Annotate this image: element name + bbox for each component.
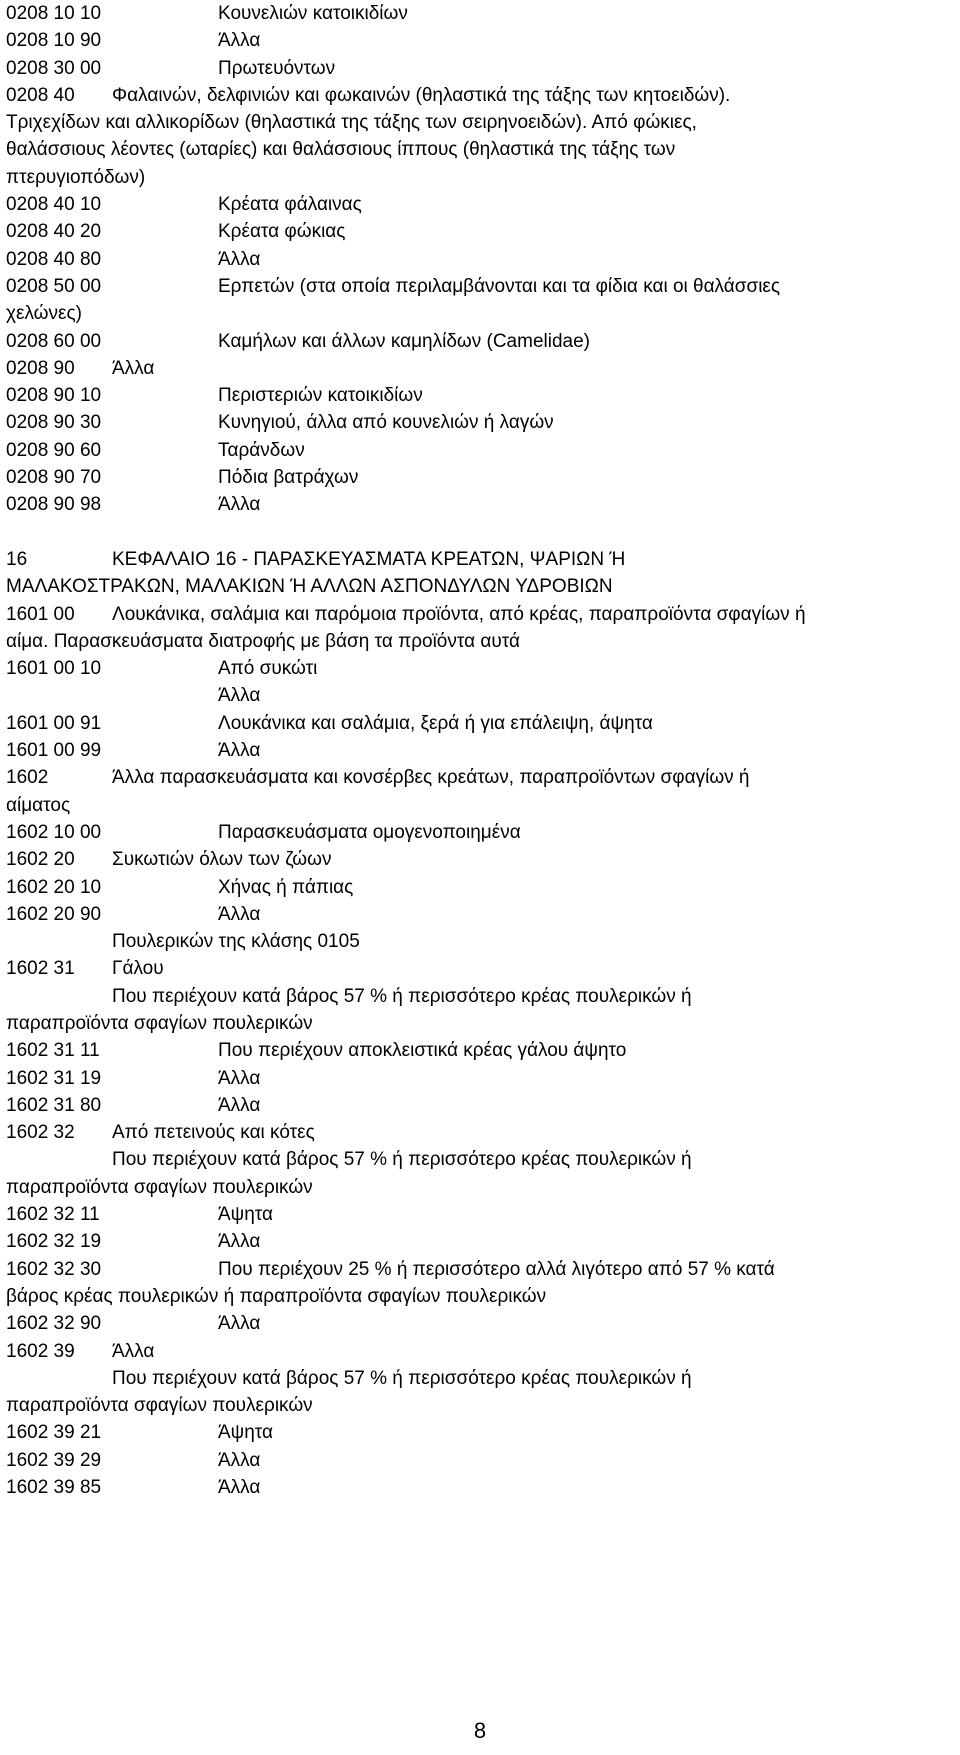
tariff-entry [6,1146,954,1173]
tariff-entry [6,464,954,491]
tariff-entry [6,1474,954,1501]
tariff-entry [6,1419,954,1446]
continuation-line [6,1174,954,1201]
tariff-code: 16 [6,548,28,570]
continuation-text: ΜΑΛΑΚΟΣΤΡΑΚΩΝ, ΜΑΛΑΚΙΩΝ Ή ΑΛΛΩΝ ΑΣΠΟΝΔΥΛΩΝ ΥΔΡΟΒΙΩΝ [6,576,613,598]
tariff-description: Καμήλων και άλλων καμηλίδων (Camelidae) [218,330,590,352]
tariff-entry [6,409,954,436]
tariff-entry [6,546,954,573]
continuation-line [6,164,954,191]
tariff-code: 1602 31 19 [6,1067,102,1089]
tariff-code: 1602 32 [6,1122,75,1144]
tariff-entry [6,328,954,355]
continuation-line [6,1010,954,1037]
tariff-description: Κρέατα φάλαινας [218,194,362,216]
tariff-description: Άλλα παρασκευάσματα και κονσέρβες κρεάτων, παραπροϊόντων σφαγίων ή [112,767,750,789]
tariff-description: Ερπετών (στα οποία περιλαμβάνονται και τα φίδια και οι θαλάσσιες [218,275,781,297]
continuation-text: παραπροϊόντα σφαγίων πουλερικών [6,1012,313,1034]
tariff-description: Γάλου [112,958,164,980]
continuation-text: Τριχεχίδων και αλλικορίδων (θηλαστικά της τάξης των σειρηνοειδών). Από φώκιες, [6,112,697,134]
tariff-entry [6,1065,954,1092]
tariff-entry [6,983,954,1010]
continuation-text: χελώνες) [6,303,82,325]
tariff-code: 1602 39 29 [6,1449,102,1471]
tariff-entry [6,1092,954,1119]
tariff-description: ΚΕΦΑΛΑΙΟ 16 - ΠΑΡΑΣΚΕΥΑΣΜΑΤΑ ΚΡΕΑΤΩΝ, ΨΑΡΙΩΝ Ή [112,548,626,570]
tariff-entry [6,1310,954,1337]
continuation-line [6,628,954,655]
continuation-line [6,792,954,819]
tariff-entry [6,737,954,764]
tariff-description: Που περιέχουν αποκλειστικά κρέας γάλου άψητο [218,1040,627,1062]
tariff-code: 1602 32 11 [6,1204,100,1226]
tariff-entry [6,655,954,682]
blank-line [6,519,954,546]
tariff-description: Κουνελιών κατοικιδίων [218,3,408,24]
tariff-description: Χήνας ή πάπιας [218,876,354,898]
tariff-code: 0208 90 10 [6,385,102,407]
tariff-code: 1602 32 30 [6,1258,102,1280]
tariff-description: Που περιέχουν κατά βάρος 57 % ή περισσότερο κρέας πουλερικών ή [112,1367,692,1389]
tariff-description: Που περιέχουν κατά βάρος 57 % ή περισσότερο κρέας πουλερικών ή [112,985,692,1007]
tariff-description: Που περιέχουν κατά βάρος 57 % ή περισσότερο κρέας πουλερικών ή [112,1149,692,1171]
tariff-description: Άλλα [218,30,261,52]
continuation-line [6,136,954,163]
tariff-description: Άλλα [112,357,155,379]
continuation-text: πτερυγιοπόδων) [6,166,146,188]
page-number: 8 [473,1718,487,1743]
tariff-description: Από πετεινούς και κότες [112,1122,315,1144]
tariff-description: Άλλα [218,903,261,925]
tariff-entry [6,246,954,273]
tariff-entry [6,355,954,382]
tariff-entry [6,191,954,218]
tariff-description: Άλλα [218,1477,261,1499]
tariff-description: Άλλα [218,1067,261,1089]
tariff-entry [6,1201,954,1228]
continuation-line [6,1392,954,1419]
tariff-description: Που περιέχουν 25 % ή περισσότερο αλλά λιγότερο από 57 % κατά [218,1258,775,1280]
tariff-code: 0208 60 00 [6,330,102,352]
tariff-entry [6,764,954,791]
tariff-code: 1602 31 [6,958,75,980]
tariff-code: 1602 32 19 [6,1231,102,1253]
tariff-description: Περιστεριών κατοικιδίων [218,385,423,407]
tariff-code: 1602 [6,767,49,789]
continuation-text: βάρος κρέας πουλερικών ή παραπροϊόντα σφαγίων πουλερικών [6,1285,547,1307]
tariff-code: 1601 00 [6,603,75,625]
tariff-code: 0208 30 00 [6,57,102,79]
tariff-entry [6,1037,954,1064]
tariff-code: 1602 39 21 [6,1422,102,1444]
tariff-entry [6,1365,954,1392]
tariff-description: Ταράνδων [218,439,305,461]
continuation-text: αίματος [6,794,71,816]
tariff-code: 0208 90 [6,357,75,379]
tariff-code: 0208 40 20 [6,221,102,243]
tariff-description: Λουκάνικα, σαλάμια και παρόμοια προϊόντα, από κρέας, παραπροϊόντα σφαγίων ή [112,603,806,625]
tariff-code: 1602 39 85 [6,1477,102,1499]
tariff-entry [6,901,954,928]
continuation-line [6,1283,954,1310]
tariff-description: Λουκάνικα και σαλάμια, ξερά ή για επάλειψη, άψητα [218,712,653,734]
tariff-entry [6,1447,954,1474]
tariff-description: Άλλα [218,740,261,762]
tariff-description: Φαλαινών, δελφινιών και φωκαινών (θηλαστικά της τάξης των κητοειδών). [112,84,731,106]
tariff-code: 0208 90 60 [6,439,102,461]
tariff-description: Πρωτευόντων [218,57,336,79]
tariff-code: 0208 90 30 [6,412,102,434]
tariff-description: Άλλα [112,1340,155,1362]
tariff-description: Άλλα [218,1231,261,1253]
tariff-code: 0208 90 98 [6,494,102,516]
tariff-description: Άψητα [218,1422,274,1444]
tariff-entry [6,491,954,518]
tariff-entry [6,273,954,300]
tariff-description: Άλλα [218,1313,261,1335]
continuation-text: παραπροϊόντα σφαγίων πουλερικών [6,1176,313,1198]
tariff-code: 1602 31 80 [6,1094,102,1116]
tariff-code: 0208 50 00 [6,275,102,297]
tariff-entry [6,1119,954,1146]
tariff-description: Πόδια βατράχων [218,467,359,489]
continuation-text: αίμα. Παρασκευάσματα διατροφής με βάση τα προϊόντα αυτά [6,630,520,652]
continuation-line [6,300,954,327]
tariff-entry [6,218,954,245]
tariff-description: Κυνηγιού, άλλα από κουνελιών ή λαγών [218,412,554,434]
tariff-entry [6,382,954,409]
tariff-entry [6,682,954,709]
tariff-code: 1602 20 10 [6,876,102,898]
tariff-description: Άλλα [218,1094,261,1116]
tariff-entry [6,1338,954,1365]
tariff-description: Άλλα [218,248,261,270]
continuation-text: θαλάσσιους λέοντες (ωταρίες) και θαλάσσιους ίππους (θηλαστικά της τάξης των [6,139,676,161]
tariff-code: 1602 20 90 [6,903,102,925]
tariff-entry [6,874,954,901]
tariff-description: Παρασκευάσματα ομογενοποιημένα [218,821,521,843]
tariff-entry [6,437,954,464]
tariff-entry [6,0,954,27]
tariff-description: Άλλα [218,494,261,516]
tariff-entry [6,955,954,982]
tariff-entry [6,55,954,82]
tariff-code: 1602 10 00 [6,821,102,843]
tariff-code: 1601 00 99 [6,740,102,762]
tariff-description: Κρέατα φώκιας [218,221,346,243]
continuation-text: παραπροϊόντα σφαγίων πουλερικών [6,1395,313,1417]
tariff-code: 0208 10 10 [6,3,102,24]
tariff-code: 1602 39 [6,1340,75,1362]
tariff-entry [6,601,954,628]
tariff-entry [6,819,954,846]
tariff-description: Άλλα [218,1449,261,1471]
tariff-entry [6,27,954,54]
tariff-code: 0208 40 [6,84,75,106]
tariff-entry [6,846,954,873]
tariff-description: Συκωτιών όλων των ζώων [112,849,332,871]
document-body [6,0,954,1501]
tariff-code: 1601 00 91 [6,712,102,734]
tariff-entry [6,1228,954,1255]
tariff-code: 1602 31 11 [6,1040,100,1062]
tariff-entry [6,82,954,109]
tariff-entry [6,1256,954,1283]
tariff-entry [6,710,954,737]
tariff-code: 1602 20 [6,849,75,871]
tariff-entry [6,928,954,955]
tariff-description: Άψητα [218,1204,274,1226]
tariff-code: 1601 00 10 [6,658,102,680]
tariff-code: 0208 40 10 [6,194,102,216]
tariff-code: 0208 10 90 [6,30,102,52]
tariff-code: 1602 32 90 [6,1313,102,1335]
tariff-description: Από συκώτι [218,658,318,680]
tariff-description: Πουλερικών της κλάσης 0105 [112,931,360,953]
continuation-line [6,573,954,600]
tariff-description: Άλλα [218,685,261,707]
tariff-code: 0208 40 80 [6,248,102,270]
tariff-code: 0208 90 70 [6,467,102,489]
continuation-line [6,109,954,136]
